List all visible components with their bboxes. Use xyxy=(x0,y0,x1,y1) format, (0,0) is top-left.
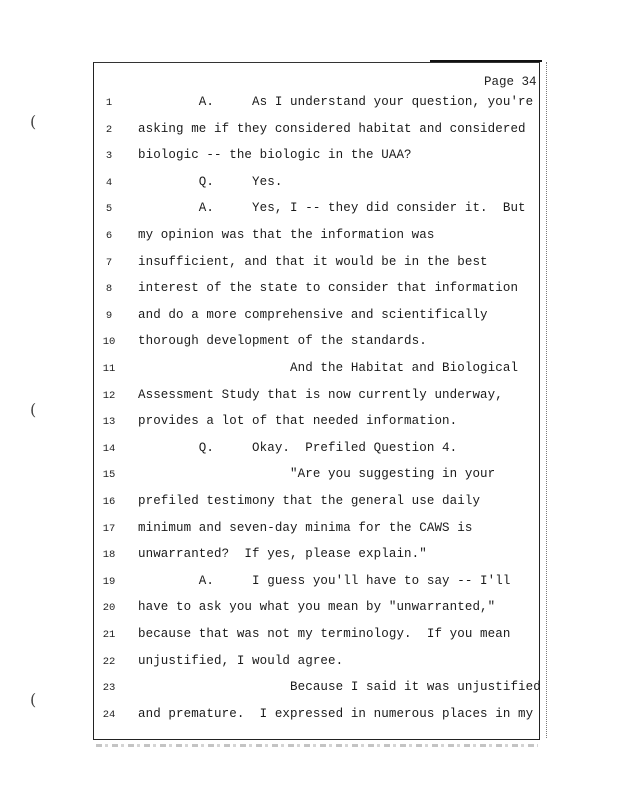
line-number: 20 xyxy=(102,602,116,615)
line-text: minimum and seven-day minima for the CAWS is xyxy=(138,520,473,535)
line-text: A. I guess you'll have to say -- I'll xyxy=(138,573,511,588)
line-text: Assessment Study that is now currently underway, xyxy=(138,387,503,402)
line-number: 24 xyxy=(102,708,116,721)
line-text: Because I said it was unjustified xyxy=(138,680,541,695)
line-number: 16 xyxy=(102,496,116,508)
line-text: my opinion was that the information was xyxy=(138,228,435,242)
line-number: 14 xyxy=(102,442,116,455)
line-text: Q. Okay. Prefiled Question 4. xyxy=(138,440,458,455)
line-text: because that was not my terminology. If you mean xyxy=(138,627,511,641)
line-number: 6 xyxy=(105,230,113,242)
top-border-line xyxy=(430,60,542,62)
line-number: 10 xyxy=(102,336,116,349)
line-text: asking me if they considered habitat and considered xyxy=(138,121,526,136)
line-text: biologic -- the biologic in the UAA? xyxy=(138,148,412,163)
line-number: 7 xyxy=(105,256,113,269)
line-number: 19 xyxy=(102,575,116,588)
line-text: A. Yes, I -- they did consider it. But xyxy=(138,201,526,216)
line-number: 21 xyxy=(102,629,116,641)
line-text: And the Habitat and Biological xyxy=(138,361,519,375)
punch-hole-mark-top: ( xyxy=(30,112,37,131)
line-text: thorough development of the standards. xyxy=(138,334,427,349)
line-number: 23 xyxy=(102,682,116,695)
line-number: 12 xyxy=(102,389,116,402)
line-number: 3 xyxy=(105,150,113,163)
line-number: 22 xyxy=(102,655,116,668)
line-text: provides a lot of that needed information. xyxy=(138,414,458,429)
line-number: 1 xyxy=(105,97,113,109)
line-text: unwarranted? If yes, please explain." xyxy=(138,547,427,562)
line-text: Q. Yes. xyxy=(138,174,283,189)
line-number: 9 xyxy=(105,309,113,322)
line-text: have to ask you what you mean by "unwarranted," xyxy=(138,600,496,615)
line-text: A. As I understand your question, you're xyxy=(138,95,534,109)
page-number: Page 34 xyxy=(484,75,537,89)
line-text: and premature. I expressed in numerous places in my xyxy=(138,706,534,721)
punch-hole-mark-bottom: ( xyxy=(30,690,37,709)
line-text: interest of the state to consider that information xyxy=(138,281,519,296)
line-number: 5 xyxy=(105,203,113,216)
line-number: 11 xyxy=(102,363,116,375)
line-text: insufficient, and that it would be in the best xyxy=(138,254,488,269)
line-text: and do a more comprehensive and scientifically xyxy=(138,307,488,322)
right-margin-dotted-line xyxy=(546,62,547,738)
line-number: 18 xyxy=(102,549,116,562)
line-number: 8 xyxy=(105,283,113,296)
line-text: "Are you suggesting in your xyxy=(138,467,496,482)
line-number: 13 xyxy=(102,416,116,429)
punch-hole-mark-middle: ( xyxy=(30,400,37,419)
line-number: 2 xyxy=(105,123,113,136)
line-number: 15 xyxy=(102,469,116,482)
footer-scan-noise xyxy=(96,744,538,747)
line-number: 4 xyxy=(105,176,113,189)
line-number: 17 xyxy=(102,522,116,535)
line-text: unjustified, I would agree. xyxy=(138,653,344,668)
line-text: prefiled testimony that the general use daily xyxy=(138,494,481,508)
